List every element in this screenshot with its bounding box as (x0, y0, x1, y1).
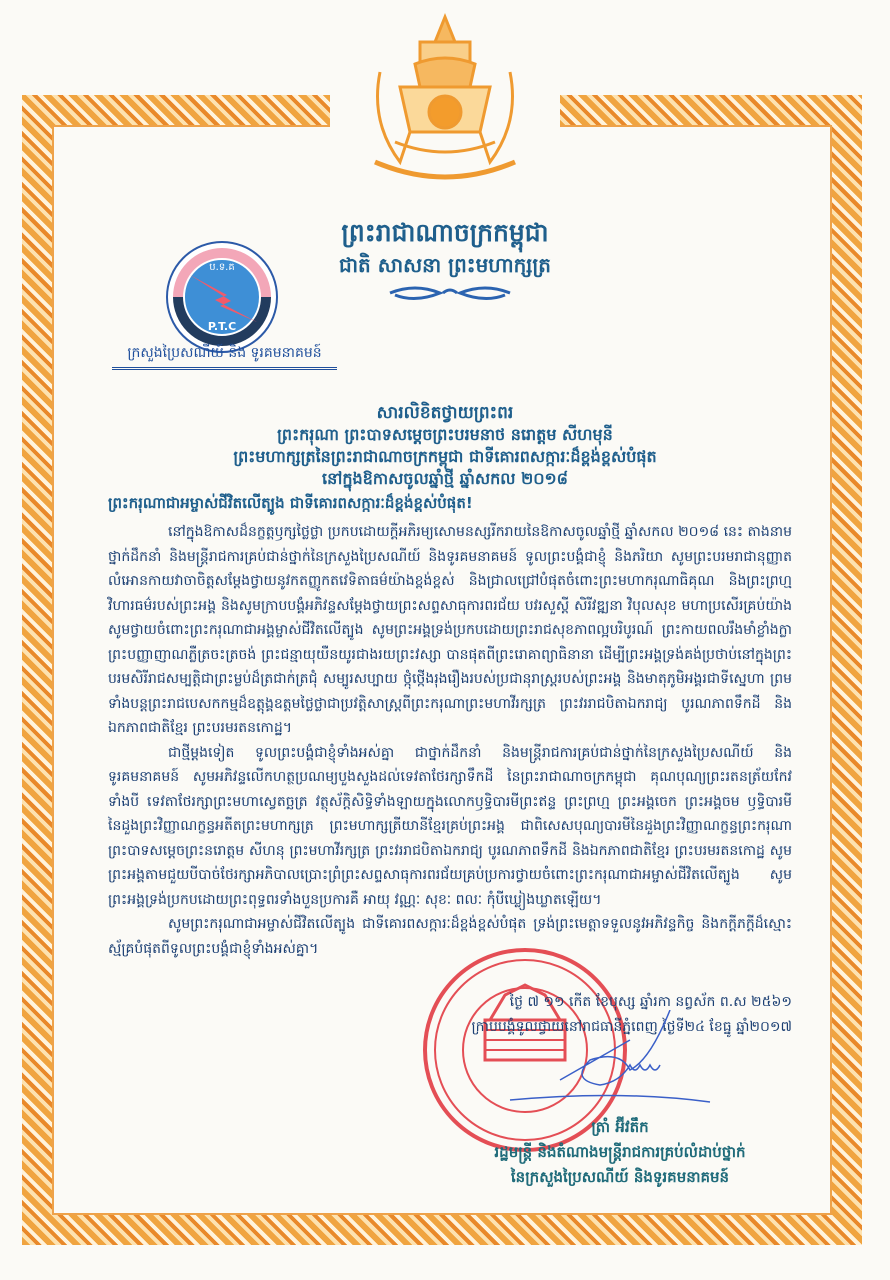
ministry-logo (165, 240, 280, 355)
lunar-date: ថ្ងៃ ៧ ១១ កើត ខែបុស្ស ឆ្នាំរកា នព្វស័ក ព.ស ២៥៦១ (509, 994, 792, 1010)
title-line-1: សារលិខិតថ្វាយព្រះពរ (376, 403, 514, 423)
body-paragraph-1: នៅក្នុងឱកាសដ៏នក្ខត្តឫក្សថ្លៃថ្លា ប្រកបដោយក្តីអភិរម្យសោមនស្សរីករាយនៃឱកាសចូលឆ្នាំថ្មី ឆ្នាំសកល ២០១៨ នេះ តាងនាមថ្នាក់ដឹកនាំ និងមន្ត្រីរាជការគ្រប់ជាន់ថ្នាក់នៃក្រសួងប្រៃសណីយ៍ និងទូរគមនាគមន៍ ទូលព្រះបង្គំជាខ្ញុំ និងភរិយា សូមព្រះបរមរាជានុញ្ញាតលំអោនកាយវាចាចិត្តសម្តែងថ្វាយនូវកតញ្ញូកតវេទិតាធម៌យ៉ាងខ្ពង់ខ្ពស់ និងជ្រាលជ្រៅបំផុតចំពោះព្រះមហាករុណាធិគុណ និងព្រះព្រហ្មវិហារធម៌របស់ព្រះអង្គ និងសូមក្រាបបង្គំអភិវន្ទសម្តែងថ្វាយព្រះសព្ទសាធុការពរជ័យ បវរសួស្តី សិរីវឌ្ឍនា វិបុលសុខ មហាប្រសើរគ្រប់យ៉ាង សូមថ្វាយចំពោះព្រះករុណាជាអង្គម្ចាស់ជីវិតលើត្បូង សូមព្រះអង្គទ្រង់ប្រកបដោយព្រះរាជសុខភាពល្អបរិបូរណ៍ ព្រះកាយពលរឹងមាំខ្លាំងក្លា ព្រះបញ្ញាញាណភ្លឺត្រចះត្រចង់ ព្រះជន្មាយុយឺនយូរជាងរយព្រះវស្សា បានផុតពីព្រះរោគាព្យាធិនានា ដើម្បីព្រះអង្គទ្រង់គង់ប្រថាប់នៅក្នុងព្រះបរមសិរីរាជសម្បត្តិជាព្រះម្លប់ដ៏ត្រជាក់ត្រជុំ សម្បូរសប្បាយ ថ្កុំថ្កើងរុងរឿងរបស់ប្រជានុរាស្ត្ររបស់ព្រះអង្គ និងមាតុភូមិអង្គរជាទីស្នេហា ព្រមទាំងបន្តព្រះរាជបេសកកម្មដ៏ឧត្តុង្គឧត្តមថ្លៃថ្លាជាប្រវត្តិសាស្ត្រពីព្រះករុណាព្រះមហាវីរក្សត្រ ព្រះវររាជបិតាឯករាជ្យ បូរណភាពទឹកដី និងឯកភាពជាតិខ្មែរ ព្រះបរមរតនកោដ្ឋ។ (108, 524, 792, 736)
ministry-name: ក្រសួងប្រៃសណីយ៍ និង ទូរគមនាគមន៍ (112, 343, 337, 370)
signer-role: រដ្ឋមន្ត្រី និងតំណាងមន្ត្រីរាជការគ្រប់លំដាប់ថ្នាក់ (494, 1143, 746, 1161)
body-paragraph-3: សូមព្រះករុណាជាអម្ចាស់ជីវិតលើត្បូង ជាទីគោរពសក្ការៈដ៏ខ្ពង់ខ្ពស់បំផុត ទ្រង់ព្រះមេត្តាទទួលនូវអភិវន្ទកិច្ច និងកក្តីភក្តីដ៏ស្មោះស្ម័គ្របំផុតពីទូលព្រះបង្គំជាខ្ញុំទាំងអស់គ្នា។ (108, 916, 792, 957)
national-motto: ជាតិ សាសនា ព្រះមហាក្សត្រ (339, 253, 551, 277)
title-line-3: ព្រះមហាក្សត្រនៃព្រះរាជាណាចក្រកម្ពុជា ជាទីគោរពសក្ការៈដ៏ខ្ពង់ខ្ពស់បំផុត (233, 447, 657, 466)
handwritten-signature (470, 1010, 730, 1110)
solar-date-place: ក្រាបបង្គំទូលថ្វាយនៅរាជធានីភ្នំពេញ ថ្ងៃទី២៤ ខែធ្នូ ឆ្នាំ២០១៧ (471, 1019, 792, 1035)
letter-body (108, 520, 792, 961)
letter-title (0, 402, 890, 490)
title-line-2: ព្រះករុណា ព្រះបាទសម្តេចព្រះបរមនាថ នរោត្តម សីហមុនី (277, 425, 613, 444)
salutation: ព្រះករុណាជាអម្ចាស់ជីវិតលើត្បូង ជាទីគោរពសក្ការៈដ៏ខ្ពង់ខ្ពស់បំផុត! (108, 494, 473, 512)
body-paragraph-2: ជាថ្មីម្តងទៀត ទូលព្រះបង្គំជាខ្ញុំទាំងអស់គ្នា ជាថ្នាក់ដឹកនាំ និងមន្ត្រីរាជការគ្រប់ជាន់ថ្នាក់នៃក្រសួងប្រៃសណីយ៍ និងទូរគមនាគមន៍ សូមអភិវន្ទលើកហត្ថប្រណម្យបួងសួងដល់ទេវតាថែរក្សាទឹកដី នៃព្រះរាជាណាចក្រកម្ពុជា គុណបុណ្យព្រះរតនត្រ័យកែវទាំងបី ទេវតាថែរក្សាព្រះមហាស្វេតច្ឆត្រ វត្ថុស័ក្តិសិទ្ធិទាំងឡាយក្នុងលោកឫទ្ធិបារមីព្រះឥន្ទ ព្រះព្រហ្ម ព្រះអង្គចេក ព្រះអង្គចម ឫទ្ធិបារមីនៃដួងព្រះវិញ្ញាណក្ខន្ធអតីតព្រះមហាក្សត្រ ព្រះមហាក្សត្រីយានីខ្មែរគ្រប់ព្រះអង្គ ជាពិសេសបុណ្យបារមីនៃដួងព្រះវិញ្ញាណក្ខន្ធព្រះករុណា ព្រះបាទសម្តេចព្រះនរោត្តម សីហនុ ព្រះមហាវីរក្សត្រ ព្រះវររាជបិតាឯករាជ្យ បូរណភាពទឹកដី និងឯកភាពជាតិខ្មែរ ព្រះបរមរតនកោដ្ឋ សូមព្រះអង្គតាមជួយបីបាច់ថែរក្សាអភិបាលប្រោះព្រំព្រះសព្ទសាធុការពរជ័យគ្រប់ប្រការថ្វាយចំពោះព្រះករុណាជាអម្ចាស់ជីវិតលើត្បូង សូមព្រះអង្គទ្រង់ប្រកបដោយព្រះពុទ្ធពរទាំងបួនប្រការគឺ អាយុ វណ្ណៈ សុខៈ ពលៈ កុំបីឃ្លៀងឃ្លាតឡើយ។ (108, 744, 792, 908)
royal-coat-of-arms-emblem (360, 12, 530, 197)
logo-bottom-text: P.T.C (207, 320, 237, 333)
logo-top-text: ប.ទ.គ (209, 262, 235, 273)
signer-name: ត្រាំ អ៊ីវតឹក (591, 1118, 649, 1136)
decorative-swirl-icon (385, 283, 515, 303)
title-line-4: នៅក្នុងឱកាសចូលឆ្នាំថ្មី ឆ្នាំសកល ២០១៨ (322, 469, 568, 488)
kingdom-heading: ព្រះរាជាណាចក្រកម្ពុជា (341, 218, 549, 247)
signer-ministry: នៃក្រសួងប្រៃសណីយ៍ និងទូរគមនាគមន៍ (510, 1168, 730, 1186)
